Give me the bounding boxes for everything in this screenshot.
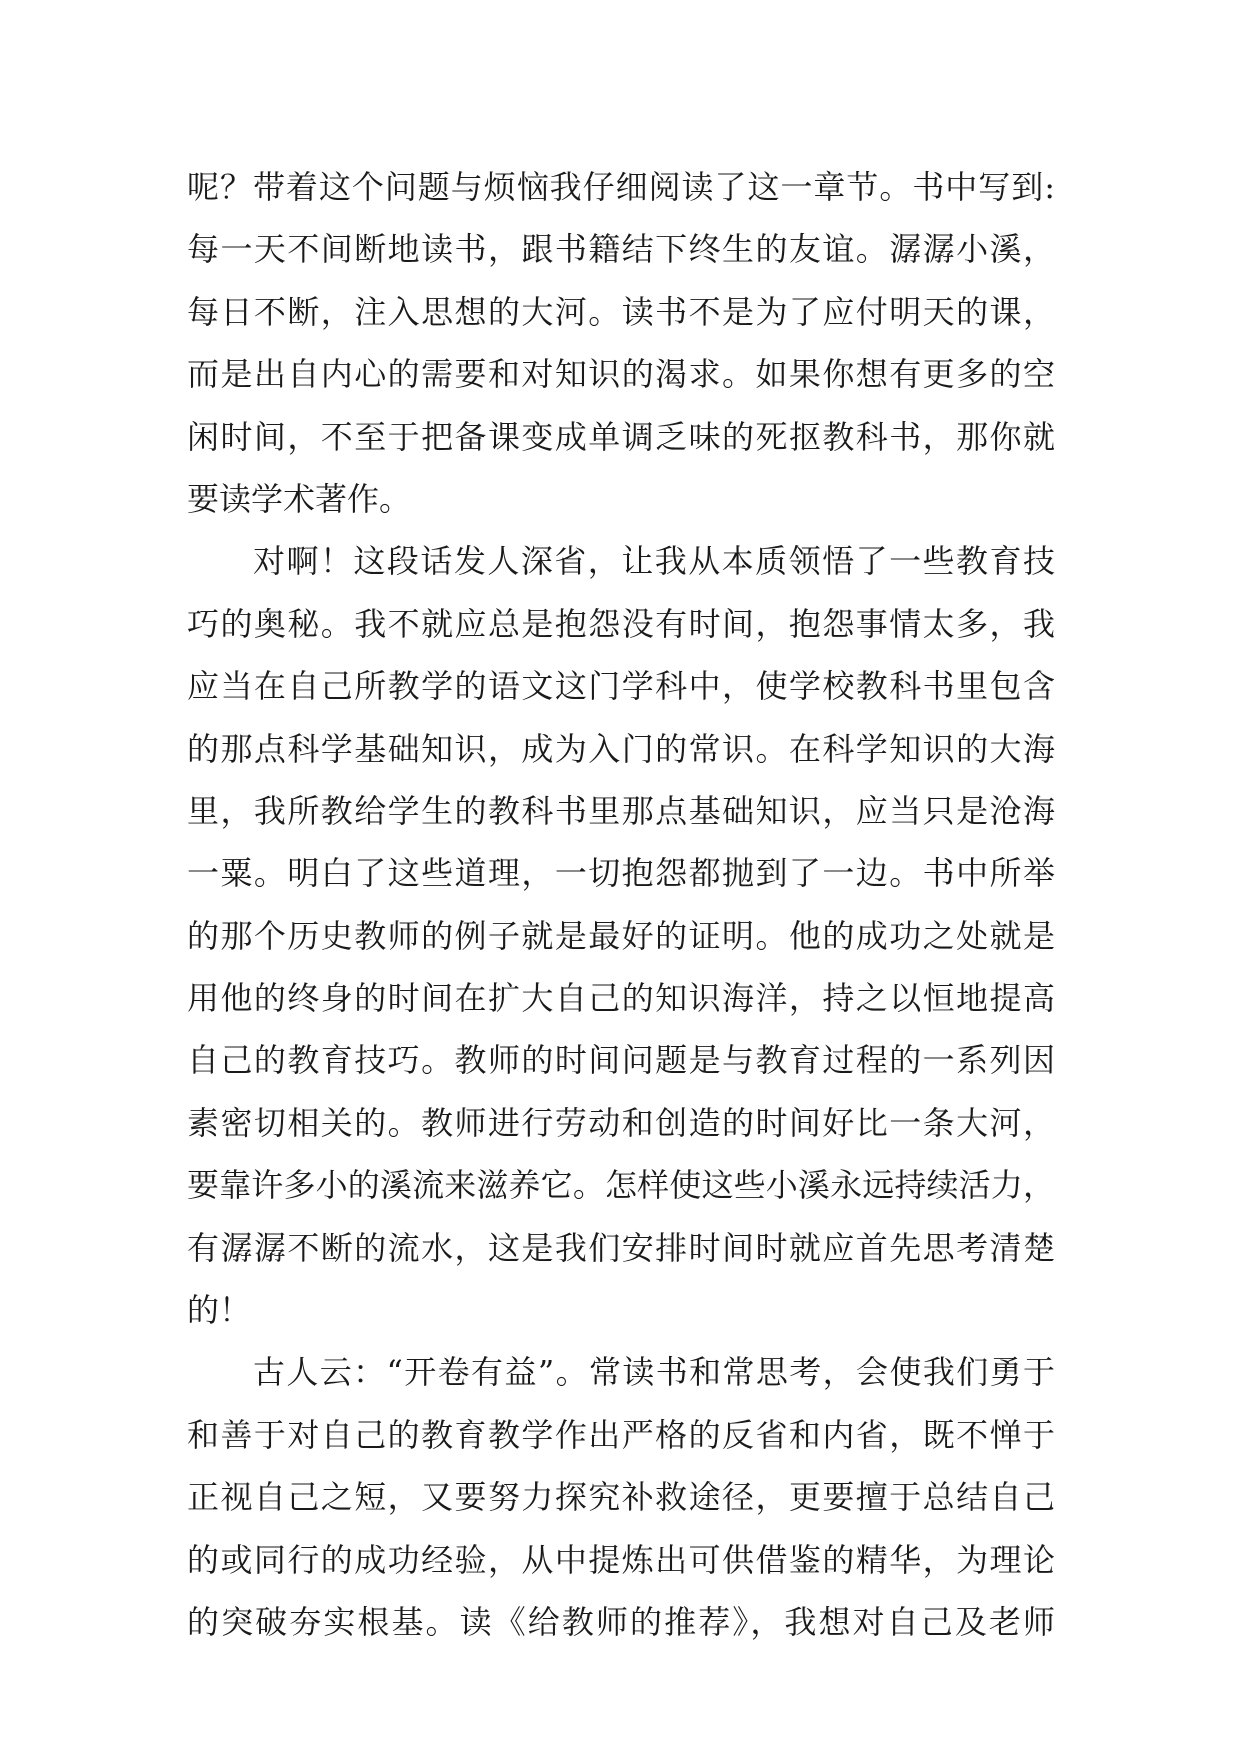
text-line: 巧的奥秘。我不就应总是抱怨没有时间，抱怨事情太多，我 [187,604,1055,643]
text-line: 呢？带着这个问题与烦恼我仔细阅读了这一章节。书中写到: [187,168,1055,206]
text-line: 的！ [187,1291,252,1330]
text-line: 闲时间，不至于把备课变成单调乏味的死抠教科书，那你就 [187,417,1055,456]
text-line: 每日不断，注入思想的大河。读书不是为了应付明天的课， [187,292,1055,331]
text-line: 应当在自己所教学的语文这门学科中，使学校教科书里包含 [187,667,1055,706]
text-line: 每一天不间断地读书，跟书籍结下终生的友谊。潺潺小溪， [187,230,1055,269]
text-line: 的突破夯实根基。读《给教师的推荐》，我想对自己及老师 [187,1602,1055,1641]
text-line: 用他的终身的时间在扩大自己的知识海洋，持之以恒地提高 [187,979,1055,1018]
paragraph [187,1341,1055,1653]
paragraph [187,530,1055,1341]
text-line: 有潺潺不断的流水，这是我们安排时间时就应首先思考清楚 [187,1228,1055,1267]
text-line: 里，我所教给学生的教科书里那点基础知识，应当只是沧海 [187,791,1055,830]
text-line: 的那点科学基础知识，成为入门的常识。在科学知识的大海 [187,729,1055,768]
text-line: 和善于对自己的教育教学作出严格的反省和内省，既不惮于 [187,1415,1055,1454]
text-line: 正视自己之短，又要努力探究补救途径，更要擅于总结自己 [187,1478,1055,1517]
text-line: 要靠许多小的溪流来滋养它。怎样使这些小溪永远持续活力， [187,1166,1055,1205]
text-line: 而是出自内心的需要和对知识的渴求。如果你想有更多的空 [187,355,1055,394]
text-line: 的那个历史教师的例子就是最好的证明。他的成功之处就是 [187,916,1055,955]
paragraph-continued [187,156,1055,530]
text-line: 对啊！这段话发人深省，让我从本质领悟了一些教育技 [253,542,1055,581]
text-line: 一粟。明白了这些道理，一切抱怨都抛到了一边。书中所举 [187,854,1055,893]
text-line: 素密切相关的。教师进行劳动和创造的时间好比一条大河， [187,1103,1055,1142]
text-line: 自己的教育技巧。教师的时间问题是与教育过程的一系列因 [187,1041,1055,1080]
body-text [187,156,1055,1653]
text-line: 的或同行的成功经验，从中提炼出可供借鉴的精华，为理论 [187,1540,1055,1579]
text-line: 要读学术著作。 [187,479,412,518]
text-line: 古人云：“开卷有益”。常读书和常思考，会使我们勇于 [253,1353,1055,1392]
